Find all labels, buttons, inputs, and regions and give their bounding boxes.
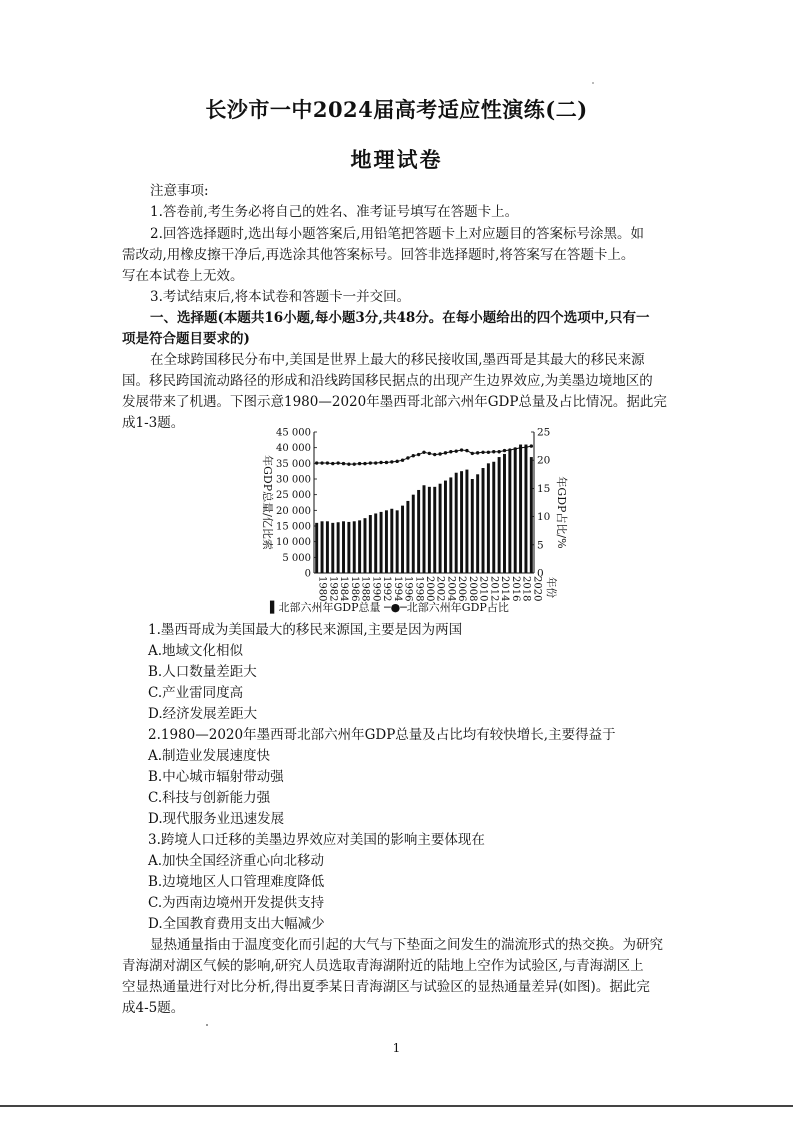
notice-heading: 注意事项: — [150, 183, 209, 199]
section-1-heading-line-2: 项是符合题目要求的) — [122, 331, 250, 347]
gdp-bar — [439, 484, 442, 573]
gdp-share-point — [374, 461, 377, 464]
left-axis-tick-label: 10 000 — [276, 537, 311, 549]
passage-2-line-2: 青海湖对湖区气候的影响,研究人员选取青海湖附近的陆地上空作为试验区,与青海湖区上 — [122, 958, 644, 974]
gdp-share-point — [465, 449, 468, 452]
right-axis-tick-label: 20 — [537, 454, 551, 467]
x-axis-tick-label: 1990 — [370, 576, 382, 602]
gdp-share-point — [487, 451, 490, 454]
right-axis-tick-label: 5 — [537, 539, 544, 552]
gdp-share-point — [385, 461, 388, 464]
gdp-bar — [331, 523, 334, 573]
gdp-share-point — [342, 462, 345, 465]
left-axis-tick-label: 0 — [304, 568, 311, 580]
scan-speck — [592, 82, 594, 84]
gdp-share-point — [428, 452, 431, 455]
gdp-bar — [342, 521, 345, 573]
question-1-option-a: A.地域文化相似 — [148, 643, 244, 659]
gdp-bar — [455, 473, 458, 573]
x-axis-tick-label: 2010 — [477, 576, 489, 602]
passage-1-line-1: 在全球跨国移民分布中,美国是世界上最大的移民接收国,墨西哥是其最大的移民来源 — [150, 352, 645, 368]
x-axis-tick-label: 2014 — [499, 576, 511, 602]
x-axis-tick-label: 1986 — [348, 576, 360, 602]
x-axis-tick-label: 1980 — [316, 576, 328, 602]
gdp-bar — [487, 463, 490, 573]
gdp-share-point — [433, 453, 436, 456]
gdp-share-point — [422, 451, 425, 454]
passage-1-line-3: 发展带来了机遇。下图示意1980—2020年墨西哥北部六州年GDP总量及占比情况。据此完 — [122, 394, 667, 410]
right-axis-tick-label: 10 — [537, 511, 551, 524]
gdp-share-point — [492, 450, 495, 453]
passage-1-line-2: 国。移民跨国流动路径的形成和沿线跨国移民据点的出现产生边界效应,为美墨边境地区的 — [122, 373, 653, 389]
gdp-share-point — [331, 462, 334, 465]
gdp-bar — [337, 522, 340, 573]
question-2-option-d: D.现代服务业迅速发展 — [148, 811, 285, 827]
gdp-bar — [353, 521, 356, 573]
question-1-option-c: C.产业雷同度高 — [148, 685, 244, 701]
gdp-share-point — [412, 454, 415, 457]
gdp-share-point — [497, 450, 500, 453]
gdp-share-point — [449, 450, 452, 453]
page-number: 1 — [392, 1041, 401, 1055]
x-axis-tick-label: 1984 — [338, 576, 350, 602]
question-3-stem: 3.跨境人口迁移的美墨边界效应对美国的影响主要体现在 — [148, 832, 485, 848]
gdp-share-point — [363, 462, 366, 465]
x-axis-tick-label: 2020 — [531, 576, 543, 602]
left-axis-tick-label: 5 000 — [282, 552, 311, 564]
notice-item-2-line-1: 2.回答选择题时,选出每小题答案后,用铅笔把答题卡上对应题目的答案标号涂黑。如 — [150, 226, 644, 242]
left-axis-tick-label: 40 000 — [276, 443, 311, 455]
notice-item-3: 3.考试结束后,将本试卷和答题卡一并交回。 — [150, 289, 411, 305]
right-axis-title: 年GDP占比/% — [555, 476, 568, 549]
x-axis-tick-label: 1988 — [359, 576, 371, 602]
gdp-share-point — [417, 453, 420, 456]
chart-legend: ▌北部六州年GDP总量 ─●─北部六州年GDP占比 — [270, 601, 509, 614]
x-axis-tick-label: 2012 — [488, 576, 500, 602]
gdp-share-point — [336, 461, 339, 464]
exam-subject: 地理试卷 — [350, 147, 443, 172]
x-axis-tick-label: 1998 — [413, 576, 425, 602]
x-axis-tick-label: 2004 — [445, 576, 457, 602]
x-axis-tick-label: 2018 — [520, 576, 532, 602]
gdp-bar — [406, 501, 409, 573]
gdp-bar — [364, 518, 367, 573]
gdp-bar — [530, 457, 533, 573]
gdp-share-point — [508, 448, 511, 451]
gdp-share-point — [514, 447, 517, 450]
left-axis-tick-label: 35 000 — [276, 458, 311, 470]
section-1-heading-line-1: 一、选择题(本题共16小题,每小题3分,共48分。在每小题给出的四个选项中,只有一 — [150, 310, 650, 326]
question-3-option-a: A.加快全国经济重心向北移动 — [148, 853, 325, 869]
gdp-chart — [258, 424, 568, 616]
x-axis-tick-label: 2000 — [424, 576, 435, 602]
x-axis-tick-label: 2016 — [509, 576, 521, 602]
gdp-share-point — [320, 461, 323, 464]
gdp-bar — [428, 487, 431, 573]
x-axis-tick-label: 1982 — [327, 576, 339, 602]
gdp-bar — [396, 510, 399, 573]
gdp-bar — [401, 506, 404, 573]
question-3-option-d: D.全国教育费用支出大幅减少 — [148, 916, 325, 932]
gdp-share-point — [353, 462, 356, 465]
gdp-bar — [374, 513, 377, 573]
gdp-share-point — [460, 448, 463, 451]
left-axis-tick-label: 25 000 — [276, 490, 311, 502]
question-2-stem: 2.1980—2020年墨西哥北部六州年GDP总量及占比均有较快增长,主要得益于 — [148, 727, 616, 743]
gdp-bar — [444, 481, 447, 573]
passage-2-line-4: 成4-5题。 — [122, 1000, 185, 1016]
x-axis-tick-label: 1996 — [402, 576, 414, 602]
gdp-bar — [315, 523, 318, 573]
gdp-share-point — [401, 459, 404, 462]
left-axis-title: 年GDP总量/亿比索 — [261, 455, 274, 550]
question-1-stem: 1.墨西哥成为美国最大的移民来源国,主要是因为两国 — [148, 622, 463, 638]
x-axis-tick-label: 1992 — [381, 576, 393, 602]
notice-item-1: 1.答卷前,考生务必将自己的姓名、准考证号填写在答题卡上。 — [150, 204, 519, 220]
gdp-share-point — [369, 461, 372, 464]
question-2-option-b: B.中心城市辐射带动强 — [148, 769, 284, 785]
gdp-share-point — [476, 451, 479, 454]
gdp-share-point — [530, 444, 533, 447]
gdp-bar — [390, 509, 393, 573]
passage-2-line-1: 显热通量指由于温度变化而引起的大气与下垫面之间发生的湍流形式的热交换。为研究 — [150, 937, 663, 953]
gdp-bar — [358, 520, 361, 573]
gdp-bar — [347, 522, 350, 573]
gdp-share-point — [347, 462, 350, 465]
gdp-share-point — [503, 449, 506, 452]
gdp-bar — [514, 448, 517, 573]
scan-dot — [206, 1024, 208, 1026]
gdp-bar — [482, 468, 485, 573]
gdp-share-point — [471, 452, 474, 455]
gdp-bar — [423, 485, 426, 573]
gdp-bar — [417, 490, 420, 573]
gdp-share-point — [326, 461, 329, 464]
gdp-bar — [369, 515, 372, 573]
question-3-option-c: C.为西南边境州开发提供支持 — [148, 895, 325, 911]
gdp-share-point — [444, 451, 447, 454]
gdp-bar — [326, 521, 329, 573]
left-axis-tick-label: 30 000 — [276, 474, 311, 486]
notice-item-2-line-3: 写在本试卷上无效。 — [122, 268, 244, 284]
gdp-bar — [524, 445, 527, 573]
passage-1-line-4: 成1-3题。 — [122, 415, 185, 431]
gdp-bar — [508, 451, 511, 573]
gdp-share-point — [519, 446, 522, 449]
x-axis-tick-label: 2006 — [456, 576, 468, 602]
gdp-share-point — [406, 456, 409, 459]
gdp-bar — [449, 477, 452, 573]
gdp-share-point — [524, 446, 527, 449]
gdp-bar — [321, 521, 324, 573]
question-1-option-b: B.人口数量差距大 — [148, 664, 257, 680]
question-3-option-b: B.边境地区人口管理难度降低 — [148, 874, 325, 890]
gdp-share-point — [315, 461, 318, 464]
passage-2-line-3: 空显热通量进行对比分析,得出夏季某日青海湖区与试验区的显热通量差异(如图)。据此完 — [122, 979, 650, 995]
gdp-bar — [471, 479, 474, 573]
gdp-bar — [465, 470, 468, 573]
gdp-share-point — [395, 460, 398, 463]
x-axis-title: 年份 — [545, 577, 557, 598]
gdp-bar — [519, 445, 522, 573]
left-axis-tick-label: 20 000 — [276, 505, 311, 517]
gdp-bar — [433, 487, 436, 573]
gdp-bar — [503, 454, 506, 573]
gdp-bar — [498, 457, 501, 573]
question-2-option-c: C.科技与创新能力强 — [148, 790, 271, 806]
notice-item-2-line-2: 需改动,用橡皮擦干净后,再选涂其他答案标号。回答非选择题时,将答案写在答题卡上。 — [122, 247, 635, 263]
x-axis-tick-label: 2002 — [434, 576, 446, 602]
left-axis-tick-label: 15 000 — [276, 521, 311, 533]
gdp-bar — [460, 471, 463, 573]
right-axis-tick-label: 0 — [537, 567, 544, 580]
left-axis-tick-label: 45 000 — [276, 427, 311, 439]
x-axis-tick-label: 1994 — [391, 576, 403, 602]
gdp-share-point — [358, 462, 361, 465]
question-1-option-d: D.经济发展差距大 — [148, 706, 258, 722]
gdp-share-point — [379, 461, 382, 464]
gdp-share-point — [390, 460, 393, 463]
exam-title: 长沙市一中2024届高考适应性演练(二) — [205, 97, 588, 122]
gdp-share-point — [481, 451, 484, 454]
x-axis-tick-label: 2008 — [466, 576, 478, 602]
right-axis-tick-label: 25 — [537, 426, 551, 439]
gdp-share-point — [454, 449, 457, 452]
right-axis-tick-label: 15 — [537, 482, 551, 495]
gdp-bar — [385, 510, 388, 573]
gdp-bar — [412, 495, 415, 573]
page-bottom-rule — [0, 1105, 793, 1107]
gdp-share-point — [438, 452, 441, 455]
gdp-bar — [476, 474, 479, 573]
question-2-option-a: A.制造业发展速度快 — [148, 748, 271, 764]
gdp-bar — [380, 512, 383, 573]
gdp-bar — [492, 462, 495, 573]
